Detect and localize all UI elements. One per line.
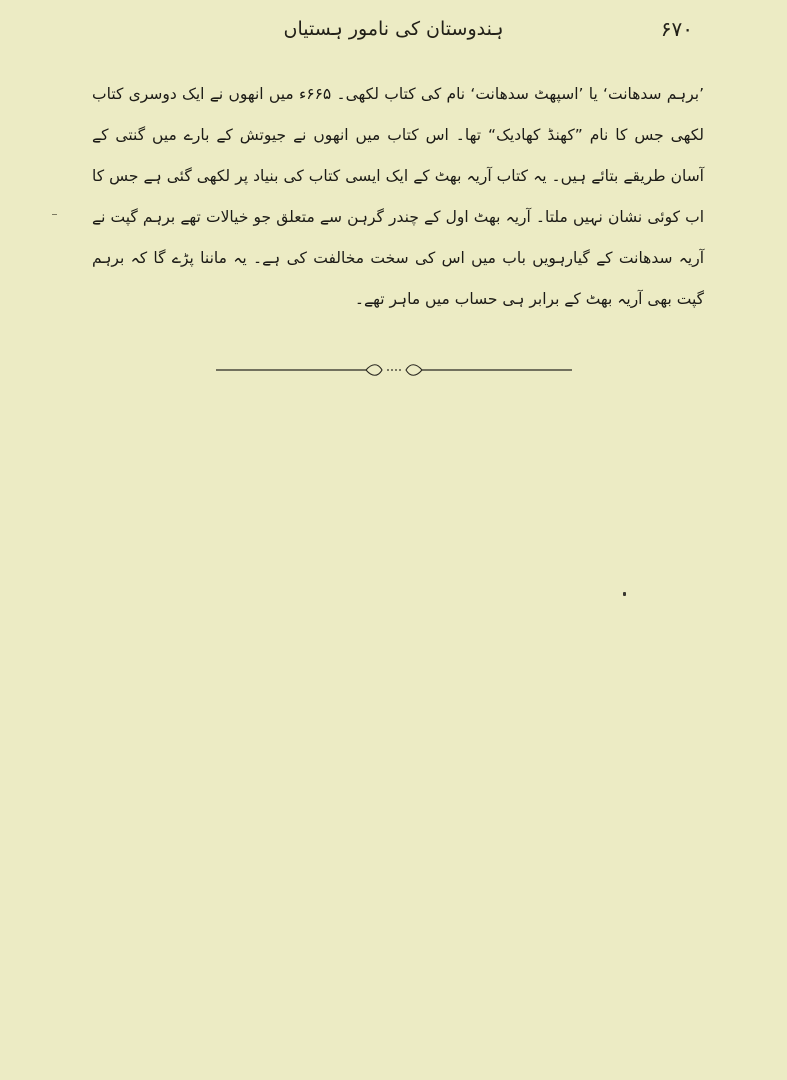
stray-ink-mark bbox=[623, 592, 626, 596]
page-number: ۶۷۰ bbox=[660, 17, 693, 41]
divider-flourish-icon bbox=[216, 358, 572, 382]
margin-speck bbox=[52, 214, 57, 215]
body-text-block bbox=[92, 74, 704, 320]
section-divider-ornament bbox=[216, 358, 572, 382]
body-paragraph: ’برہم سدھانت‘ یا ’اسپھٹ سدھانت‘ نام کی کتاب لکھی۔ ۶۶۵ء میں انھوں نے ایک دوسری کتاب لکھی جس کا نام ”کھنڈ کھادیک“ تھا۔ اس کتاب میں انھوں نے جیوتش کے بارے میں گنتی کے آسان طریقے بتائے ہیں۔ یہ کتاب آریہ بھٹ کے ایک ایسی کتاب کی بنیاد پر لکھی گئی ہے جس کا اب کوئی نشان نہیں ملتا۔ آریہ بھٹ اول کے چندر گرہن سے متعلق جو خیالات تھے برہم گپت نے آریہ سدھانت کے گیارہویں باب میں اس کی سخت مخالفت کی ہے۔ یہ ماننا پڑے گا کہ برہم گپت بھی آریہ بھٹ کے برابر ہی حساب میں ماہر تھے۔ bbox=[92, 85, 705, 308]
running-title: ہندوستان کی نامور ہستیاں bbox=[283, 18, 504, 40]
